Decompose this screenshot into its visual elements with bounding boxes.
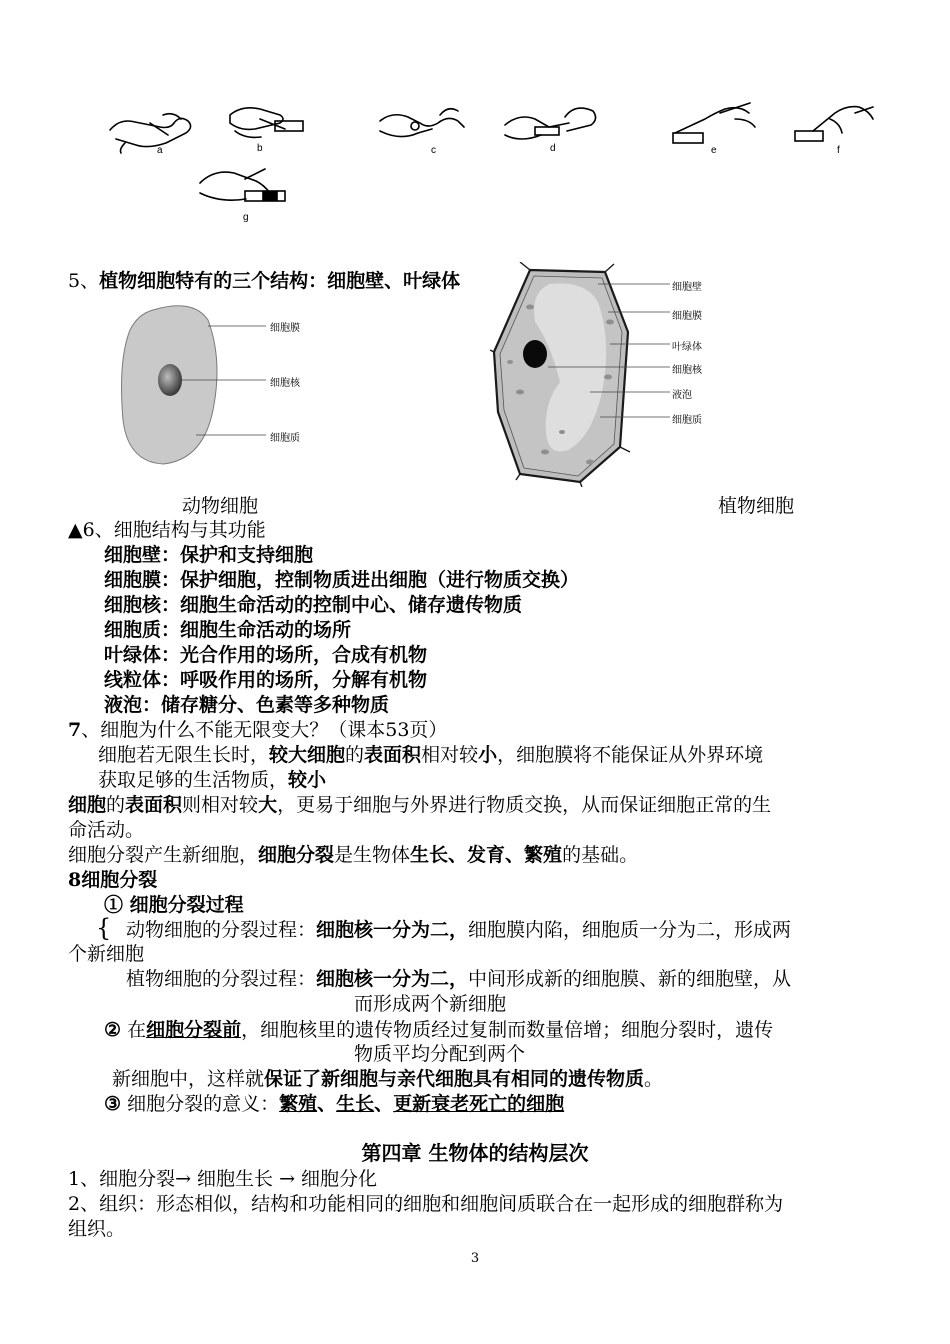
sketch-label-f: f	[837, 145, 840, 156]
s8-heading: 8细胞分裂	[68, 869, 158, 891]
plant-cell-caption: 植物细胞	[718, 495, 795, 517]
animal-cell-caption: 动物细胞	[182, 495, 259, 517]
sketch-label-e: e	[711, 145, 717, 156]
s5-title: 5、植物细胞特有的三个结构：细胞壁、叶绿体	[68, 270, 461, 292]
s8-brace: {	[96, 914, 112, 942]
sketch-label-c: c	[431, 145, 436, 156]
s6-item-vacuole: 液泡：储存糖分、色素等多种物质	[104, 694, 390, 716]
chapter4-title: 第四章 生物体的结构层次	[361, 1141, 589, 1165]
s8-sub2: ② 在细胞分裂前，细胞核里的遗传物质经过复制而数量倍增；细胞分裂时，遗传	[104, 1019, 774, 1041]
animal-label-nucleus: 细胞核	[270, 378, 300, 389]
s7-division-basis: 细胞分裂产生新细胞，细胞分裂是生物体生长、发育、繁殖的基础。	[68, 844, 639, 866]
plant-label-nucleus: 细胞核	[672, 365, 702, 376]
s6-heading: ▲6、细胞结构与其功能	[68, 519, 266, 541]
s6-item-mitochondria: 线粒体：呼吸作用的场所，分解有机物	[104, 669, 428, 691]
s7-question: 7、细胞为什么不能无限变大？（课本53页）	[68, 719, 448, 741]
s8-sub2-cont: 物质平均分配到两个	[354, 1043, 526, 1065]
plant-label-membrane: 细胞膜	[672, 311, 702, 322]
sketch-label-b: b	[257, 143, 263, 154]
s8-sub2-end: 新细胞中，这样就保证了新细胞与亲代细胞具有相同的遗传物质。	[112, 1068, 664, 1090]
sketch-step-f	[795, 107, 873, 141]
s6-item-nucleus: 细胞核：细胞生命活动的控制中心、储存遗传物质	[104, 594, 523, 616]
plant-cell-nucleus	[523, 340, 547, 368]
animal-cell-nucleus	[158, 364, 182, 396]
sketch-label-d: d	[550, 143, 556, 154]
animal-label-cytoplasm: 细胞质	[270, 433, 300, 444]
ch4-line3: 组织。	[68, 1218, 126, 1240]
sketch-step-e	[673, 103, 755, 143]
s6-item-cell-membrane: 细胞膜：保护细胞，控制物质进出细胞（进行物质交换）	[104, 569, 580, 591]
s7-para-line3: 细胞的表面积则相对较大，更易于细胞与外界进行物质交换，从而保证细胞正常的生	[68, 794, 772, 816]
sketch-step-c	[380, 109, 464, 137]
ch4-line2: 2、组织：形态相似，结构和功能相同的细胞和细胞间质联合在一起形成的细胞群称为	[68, 1193, 784, 1215]
page-number: 3	[470, 1251, 480, 1266]
sketch-label-g: g	[243, 212, 249, 223]
plant-cell-diagram	[490, 262, 670, 487]
sketch-label-a: a	[157, 145, 163, 156]
plant-label-chloroplast: 叶绿体	[672, 342, 702, 353]
s8-sub1: ① 细胞分裂过程	[104, 894, 244, 916]
s7-para-line2: 获取足够的生活物质，较小	[98, 769, 327, 791]
slide-preparation-sketches	[95, 95, 895, 225]
s8-plant-division-cont: 而形成两个新细胞	[354, 993, 507, 1015]
ch4-line1: 1、细胞分裂→ 细胞生长 → 细胞分化	[68, 1168, 378, 1190]
plant-label-cytoplasm: 细胞质	[672, 415, 702, 426]
plant-label-vacuole: 液泡	[672, 390, 692, 401]
s6-item-cell-wall: 细胞壁：保护和支持细胞	[104, 544, 314, 566]
sketch-step-b	[230, 108, 303, 138]
sketch-step-d	[505, 108, 596, 139]
s6-item-cytoplasm: 细胞质：细胞生命活动的场所	[104, 619, 352, 641]
s8-sub3: ③ 细胞分裂的意义：繁殖、生长、更新衰老死亡的细胞	[104, 1093, 565, 1115]
plant-label-wall: 细胞壁	[672, 282, 702, 293]
sketch-step-a	[110, 114, 191, 153]
animal-label-membrane: 细胞膜	[270, 323, 300, 334]
s8-animal-division: 动物细胞的分裂过程：细胞核一分为二，细胞膜内陷，细胞质一分为二，形成两	[126, 919, 792, 941]
sketch-step-g	[200, 169, 285, 201]
s7-para-line4: 命活动。	[68, 819, 145, 841]
s6-item-chloroplast: 叶绿体：光合作用的场所，合成有机物	[104, 644, 428, 666]
s7-para-line1: 细胞若无限生长时，较大细胞的表面积相对较小，细胞膜将不能保证从外界环境	[98, 744, 764, 766]
s8-animal-division-cont: 个新细胞	[68, 943, 145, 965]
s8-plant-division: 植物细胞的分裂过程：细胞核一分为二，中间形成新的细胞膜、新的细胞壁，从	[126, 968, 792, 990]
